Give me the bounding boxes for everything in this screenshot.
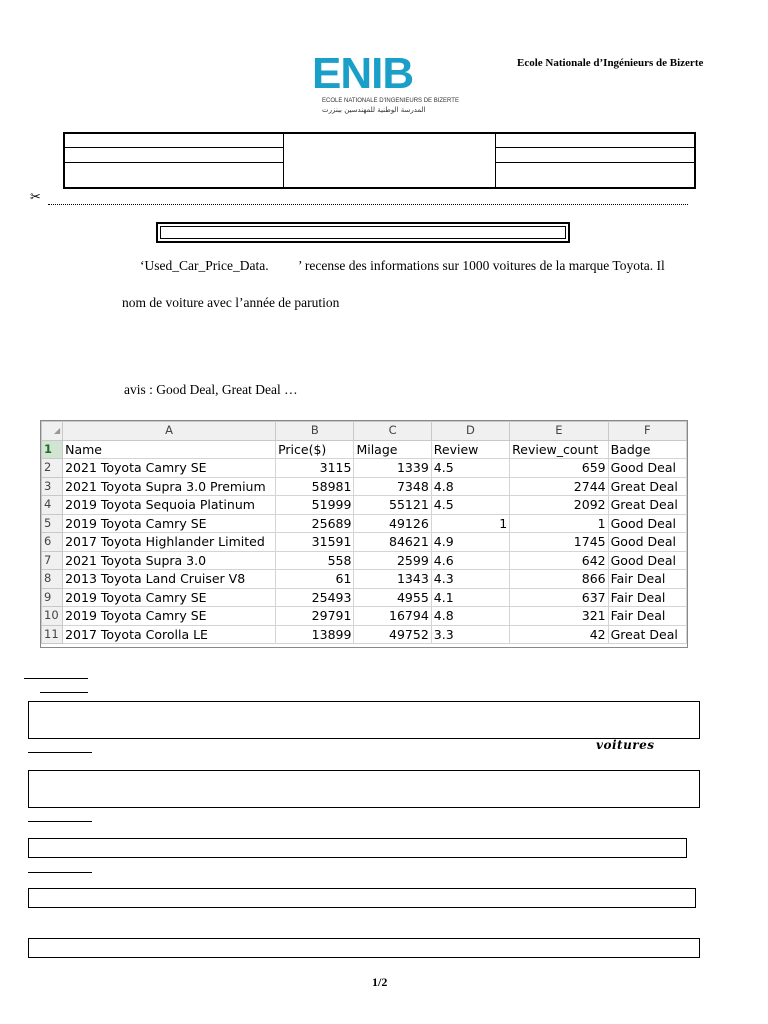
cell-name[interactable]: 2019 Toyota Camry SE (63, 607, 276, 626)
school-logo (310, 48, 459, 120)
column-letter[interactable]: B (276, 422, 354, 441)
header-cell (495, 133, 695, 148)
column-letter[interactable]: D (431, 422, 509, 441)
header-cell (64, 133, 284, 148)
select-all-corner[interactable]: ◢ (42, 422, 63, 441)
cell-price[interactable]: 25493 (276, 588, 354, 607)
answer-box-3[interactable] (28, 838, 687, 858)
header-cell-badge[interactable]: Badge (608, 440, 686, 459)
voitures-label: voitures (596, 738, 655, 752)
cell-badge[interactable]: Good Deal (608, 551, 686, 570)
logo-letters: ENIB (312, 49, 414, 98)
logo-subtitle-ar: المدرسة الوطنية للمهندسين ببنزرت (322, 106, 426, 114)
answer-box-5[interactable] (28, 938, 700, 958)
table-row (42, 588, 687, 607)
row-number[interactable]: 10 (42, 607, 63, 626)
cell-price[interactable]: 31591 (276, 533, 354, 552)
cell-review-count[interactable]: 637 (510, 588, 608, 607)
cell-badge[interactable]: Great Deal (608, 496, 686, 515)
cell-milage[interactable]: 1339 (354, 459, 431, 478)
header-cell-review-count[interactable]: Review_count (510, 440, 608, 459)
cell-milage[interactable]: 84621 (354, 533, 431, 552)
cell-review-count[interactable]: 1 (510, 514, 608, 533)
table-row (42, 514, 687, 533)
answer-box-2[interactable] (28, 770, 700, 808)
table-row (42, 477, 687, 496)
cell-milage[interactable]: 16794 (354, 607, 431, 626)
intro-line-3: avis : Good Deal, Great Deal … (124, 382, 298, 397)
header-info-table (63, 132, 696, 189)
column-letter[interactable]: A (63, 422, 276, 441)
header-cell (283, 133, 496, 188)
cell-milage[interactable]: 7348 (354, 477, 431, 496)
row-number[interactable]: 5 (42, 514, 63, 533)
cell-review-count[interactable]: 1745 (510, 533, 608, 552)
cell-milage[interactable]: 49126 (354, 514, 431, 533)
row-number[interactable]: 8 (42, 570, 63, 589)
school-name: Ecole Nationale d’Ingénieurs de Bizerte (517, 57, 704, 69)
cell-review-count[interactable]: 866 (510, 570, 608, 589)
cell-badge[interactable]: Great Deal (608, 477, 686, 496)
cell-review[interactable]: 4.5 (431, 459, 509, 478)
cell-review-count[interactable]: 659 (510, 459, 608, 478)
row-number[interactable]: 7 (42, 551, 63, 570)
row-number[interactable]: 11 (42, 625, 63, 644)
cell-price[interactable]: 29791 (276, 607, 354, 626)
column-letter[interactable]: F (608, 422, 686, 441)
cell-review[interactable]: 4.6 (431, 551, 509, 570)
cell-review-count[interactable]: 2092 (510, 496, 608, 515)
cell-review[interactable]: 4.8 (431, 477, 509, 496)
row-number[interactable]: 6 (42, 533, 63, 552)
cell-price[interactable]: 13899 (276, 625, 354, 644)
column-letter[interactable]: E (510, 422, 608, 441)
cell-milage[interactable]: 49752 (354, 625, 431, 644)
cell-badge[interactable]: Good Deal (608, 514, 686, 533)
cell-review-count[interactable]: 321 (510, 607, 608, 626)
header-cell-review[interactable]: Review (431, 440, 509, 459)
cell-name[interactable]: 2013 Toyota Land Cruiser V8 (63, 570, 276, 589)
table-row (42, 625, 687, 644)
table-row (42, 551, 687, 570)
cell-name[interactable]: 2019 Toyota Camry SE (63, 514, 276, 533)
cell-badge[interactable]: Good Deal (608, 459, 686, 478)
intro-dataset-name: ‘Used_Car_Price_Data. (140, 258, 269, 273)
header-cell-price[interactable]: Price($) (276, 440, 354, 459)
cut-line (48, 204, 688, 205)
table-row (42, 459, 687, 478)
cell-review[interactable]: 4.1 (431, 588, 509, 607)
intro-description: ’ recense des informations sur 1000 voitures de la marque Toyota. Il (298, 258, 665, 273)
column-letter[interactable]: C (354, 422, 431, 441)
answer-box-1[interactable] (28, 701, 700, 739)
row-number[interactable]: 3 (42, 477, 63, 496)
cell-price[interactable]: 61 (276, 570, 354, 589)
header-cell (64, 162, 284, 188)
question-underline (28, 821, 92, 822)
cell-price[interactable]: 51999 (276, 496, 354, 515)
cell-name[interactable]: 2021 Toyota Supra 3.0 Premium (63, 477, 276, 496)
cell-milage[interactable]: 4955 (354, 588, 431, 607)
cell-milage[interactable]: 2599 (354, 551, 431, 570)
row-number[interactable]: 4 (42, 496, 63, 515)
table-row (42, 533, 687, 552)
page-number: 1/2 (372, 975, 388, 989)
row-number[interactable]: 9 (42, 588, 63, 607)
header-cell-milage[interactable]: Milage (354, 440, 431, 459)
cell-review[interactable]: 3.3 (431, 625, 509, 644)
cell-price[interactable]: 558 (276, 551, 354, 570)
title-frame-inner (160, 226, 566, 239)
spreadsheet-table (41, 421, 687, 644)
cell-review[interactable]: 4.8 (431, 607, 509, 626)
cell-price[interactable]: 3115 (276, 459, 354, 478)
logo-subtitle-fr: ECOLE NATIONALE D'INGENIEURS DE BIZERTE (322, 98, 459, 104)
header-cell-name[interactable]: Name (63, 440, 276, 459)
row-number[interactable]: 1 (42, 440, 63, 459)
spreadsheet-excerpt (40, 420, 688, 648)
title-frame (156, 222, 570, 243)
answer-box-4[interactable] (28, 888, 696, 908)
cell-badge[interactable]: Fair Deal (608, 607, 686, 626)
table-row (42, 607, 687, 626)
cell-review[interactable]: 4.3 (431, 570, 509, 589)
header-cell (495, 162, 695, 188)
cell-name[interactable]: 2017 Toyota Highlander Limited (63, 533, 276, 552)
header-row (42, 440, 687, 459)
cell-name[interactable]: 2017 Toyota Corolla LE (63, 625, 276, 644)
scissors-icon: ✂ (30, 190, 41, 205)
cell-badge[interactable]: Fair Deal (608, 588, 686, 607)
cell-name[interactable]: 2019 Toyota Sequoia Platinum (63, 496, 276, 515)
cell-milage[interactable]: 1343 (354, 570, 431, 589)
cell-review[interactable]: 1 (431, 514, 509, 533)
cell-review-count[interactable]: 642 (510, 551, 608, 570)
question-underline (28, 872, 92, 873)
header-cell (495, 147, 695, 163)
question-underline (24, 678, 88, 679)
question-underline (28, 752, 92, 753)
cell-review-count[interactable]: 42 (510, 625, 608, 644)
cell-name[interactable]: 2019 Toyota Camry SE (63, 588, 276, 607)
cell-price[interactable]: 58981 (276, 477, 354, 496)
cell-review[interactable]: 4.5 (431, 496, 509, 515)
cell-review[interactable]: 4.9 (431, 533, 509, 552)
table-row (42, 570, 687, 589)
cell-milage[interactable]: 55121 (354, 496, 431, 515)
cell-review-count[interactable]: 2744 (510, 477, 608, 496)
table-row (42, 496, 687, 515)
cell-badge[interactable]: Good Deal (608, 533, 686, 552)
cell-badge[interactable]: Fair Deal (608, 570, 686, 589)
column-letter-row (42, 422, 687, 441)
cell-badge[interactable]: Great Deal (608, 625, 686, 644)
header-cell (64, 147, 284, 163)
cell-price[interactable]: 25689 (276, 514, 354, 533)
question-underline (40, 692, 88, 693)
row-number[interactable]: 2 (42, 459, 63, 478)
intro-line-2: nom de voiture avec l’année de parution (122, 295, 340, 310)
cell-name[interactable]: 2021 Toyota Camry SE (63, 459, 276, 478)
cell-name[interactable]: 2021 Toyota Supra 3.0 (63, 551, 276, 570)
